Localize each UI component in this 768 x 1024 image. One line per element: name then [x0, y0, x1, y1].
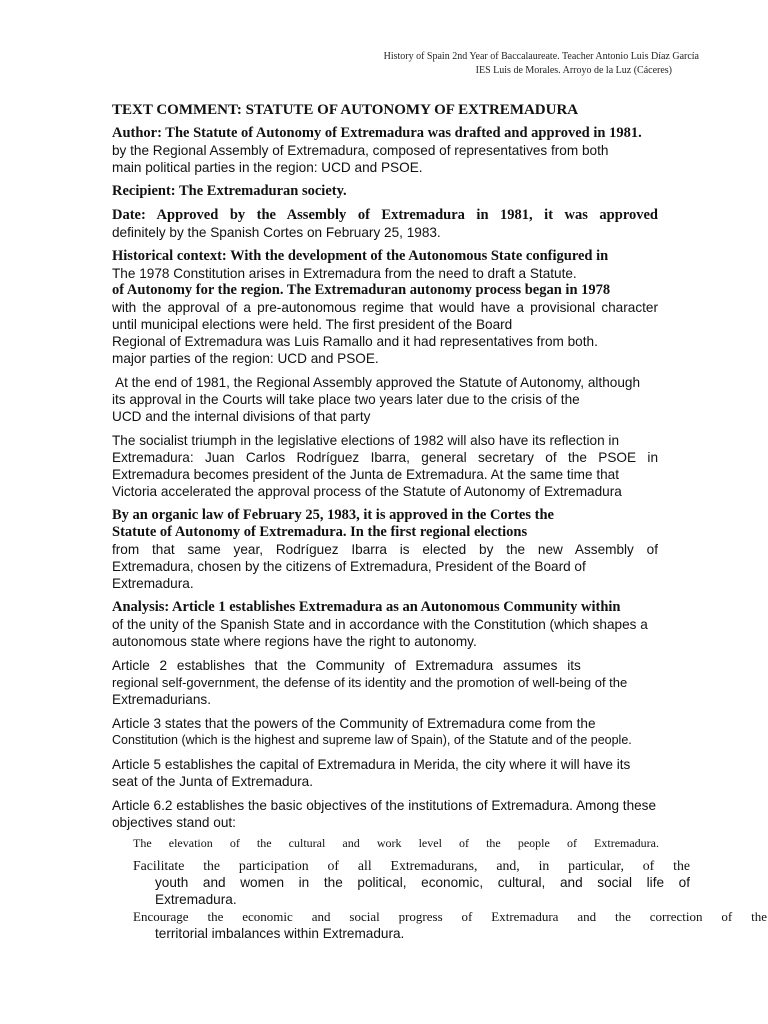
organic-law-bold-line: Statute of Autonomy of Extremadura. In the first regional elections [112, 524, 528, 540]
context-paragraph [112, 248, 658, 367]
document-body [112, 101, 767, 942]
article-6-2-paragraph [112, 797, 658, 831]
date-heading: Date: Approved by the Assembly of Extremadura in 1981, it was approved [112, 207, 658, 223]
article-6-2-line: Article 6.2 establishes the basic objectives of the institutions of Extremadura. Among these [112, 798, 657, 813]
article-2-line: Extremadurians. [112, 692, 211, 707]
analysis-line: autonomous state where regions have the right to autonomy. [112, 634, 477, 649]
objective-item [112, 908, 767, 942]
article-2-paragraph [112, 657, 658, 708]
article-5-line: Article 5 establishes the capital of Extremadura in Merida, the city where it will have its [112, 757, 631, 772]
context-heading: Historical context: With the development of the Autonomous State configured in [112, 248, 609, 264]
context-line: with the approval of a pre-autonomous regime that would have a provisional character [112, 300, 658, 315]
analysis-line: of the unity of the Spanish State and in accordance with the Constitution (which shapes a [112, 617, 648, 632]
author-line: by the Regional Assembly of Extremadura, composed of representatives from both [112, 143, 609, 158]
objective-item: The elevation of the cultural and work level of the people of Extremadura. [133, 836, 659, 850]
author-heading: Author: The Statute of Autonomy of Extremadura was drafted and approved in 1981. [112, 125, 642, 141]
date-line: definitely by the Spanish Cortes on February 25, 1983. [112, 225, 441, 240]
author-paragraph [112, 125, 658, 176]
article-5-line: seat of the Junta of Extremadura. [112, 774, 313, 789]
objective-line: Extremadura. [155, 892, 237, 907]
socialist-line: Extremadura becomes president of the Junta de Extremadura. At the same time that [112, 467, 620, 482]
objective-line: youth and women in the political, economic, cultural, and social life of [155, 875, 690, 890]
objective-item [112, 857, 690, 908]
organic-law-line: Extremadura. [112, 576, 194, 591]
socialist-paragraph [112, 432, 658, 500]
context-line: The 1978 Constitution arises in Extremadura from the need to draft a Statute. [112, 266, 577, 281]
socialist-line: Victoria accelerated the approval process of the Statute of Autonomy of Extremadura [112, 484, 622, 499]
objective-line: Encourage the economic and social progress of Extremadura and the correction of the [133, 909, 767, 924]
date-paragraph [112, 207, 658, 241]
end-1981-paragraph [112, 374, 658, 425]
article-3-line: Article 3 states that the powers of the Community of Extremadura come from the [112, 716, 596, 731]
author-line: main political parties in the region: UCD and PSOE. [112, 160, 423, 175]
page-header [383, 50, 699, 78]
article-5-paragraph [112, 756, 658, 790]
objectives-list [112, 835, 767, 942]
organic-law-heading: By an organic law of February 25, 1983, it is approved in the Cortes the [112, 507, 554, 523]
organic-law-paragraph [112, 507, 658, 592]
end-1981-line: At the end of 1981, the Regional Assembly approved the Statute of Autonomy, although [112, 375, 641, 390]
article-6-2-line: objectives stand out: [112, 815, 236, 830]
recipient-heading: Recipient: The Extremaduran society. [112, 183, 347, 199]
recipient-paragraph [112, 183, 658, 200]
article-3-line: Constitution (which is the highest and supreme law of Spain), of the Statute and of the people. [112, 733, 632, 747]
organic-law-line: from that same year, Rodríguez Ibarra is elected by the new Assembly of [112, 542, 658, 557]
socialist-line: The socialist triumph in the legislative elections of 1982 will also have its reflection in [112, 433, 619, 448]
organic-law-line: Extremadura, chosen by the citizens of Extremadura, President of the Board of [112, 559, 586, 574]
context-line: until municipal elections were held. The first president of the Board [112, 317, 513, 332]
analysis-heading: Analysis: Article 1 establishes Extremadura as an Autonomous Community within [112, 599, 621, 615]
article-2-line: regional self-government, the defense of its identity and the promotion of well-being of the [112, 675, 628, 690]
header-line-2: IES Luis de Morales. Arroyo de la Luz (Cáceres) [475, 65, 672, 76]
analysis-paragraph [112, 599, 658, 650]
article-2-line: Article 2 establishes that the Community of Extremadura assumes its [112, 658, 581, 673]
header-line-1: History of Spain 2nd Year of Baccalaureate. Teacher Antonio Luis Díaz García [383, 51, 699, 62]
objective-line: Facilitate the participation of all Extremadurans, and, in particular, of the [133, 858, 690, 873]
objective-line: territorial imbalances within Extremadura. [155, 926, 405, 941]
context-line: Regional of Extremadura was Luis Ramallo and it had representatives from both. [112, 334, 598, 349]
context-line: major parties of the region: UCD and PSOE. [112, 351, 379, 366]
end-1981-line: its approval in the Courts will take place two years later due to the crisis of the [112, 392, 580, 407]
end-1981-line: UCD and the internal divisions of that party [112, 409, 371, 424]
context-bold-line: of Autonomy for the region. The Extremaduran autonomy process began in 1978 [112, 282, 611, 298]
document-title: TEXT COMMENT: STATUTE OF AUTONOMY OF EXTREMADURA [112, 102, 579, 118]
socialist-line: Extremadura: Juan Carlos Rodríguez Ibarra, general secretary of the PSOE in [112, 450, 658, 465]
article-3-paragraph [112, 715, 658, 749]
